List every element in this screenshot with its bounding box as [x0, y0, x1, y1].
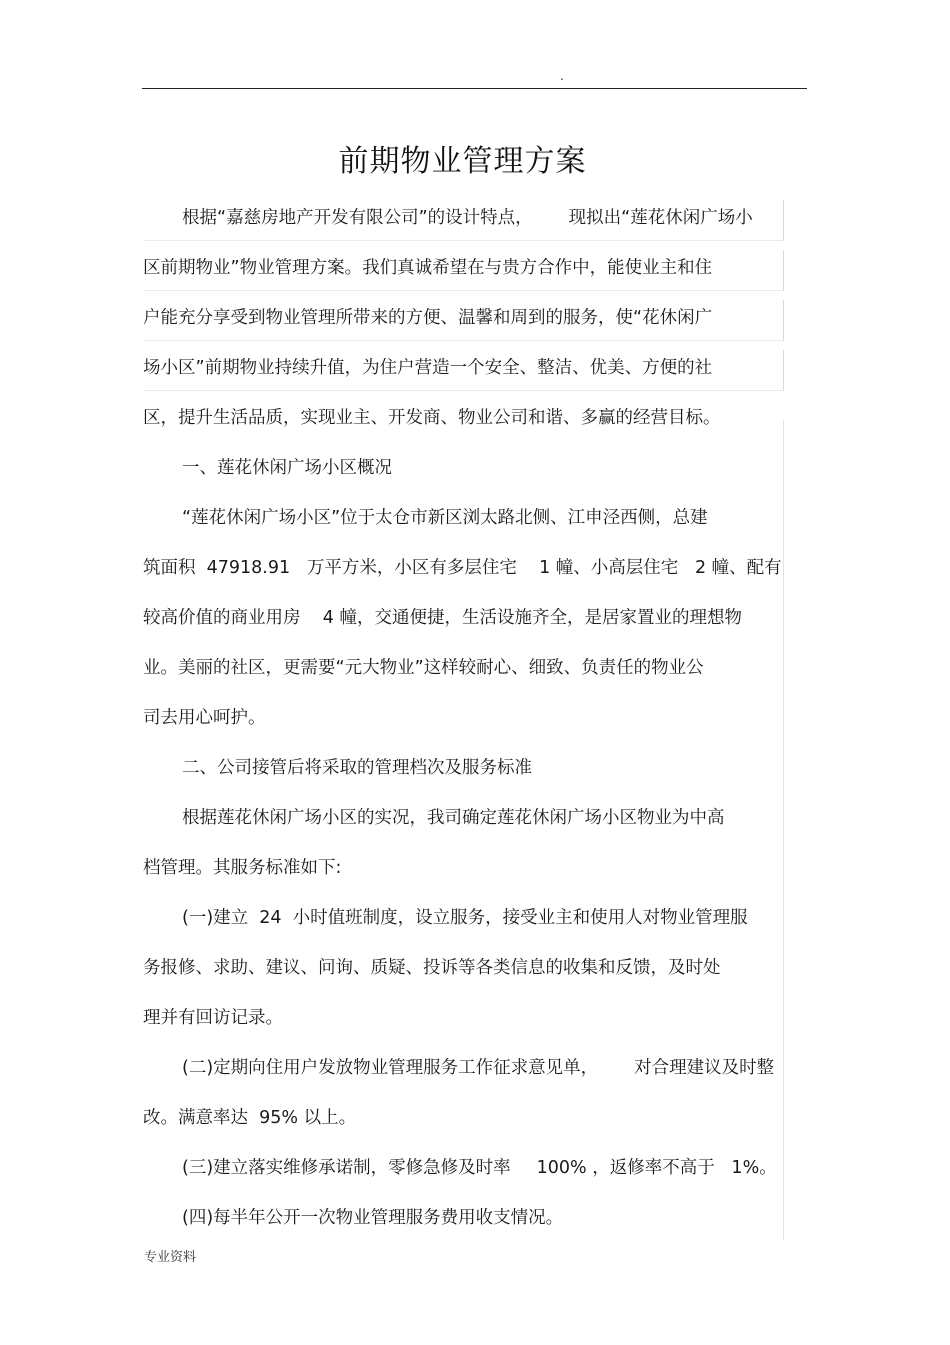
section-2-intro-line-1: 根据莲花休闲广场小区的实况，我司确定莲花休闲广场小区物业为中高 — [182, 808, 725, 828]
section-1-line-3: 较高价值的商业用房 4 幢，交通便捷，生活设施齐全，是居家置业的理想物 — [143, 608, 742, 628]
section-1-line-5: 司去用心呵护。 — [143, 708, 266, 728]
item-2-line-2: 改。满意率达 95% 以上。 — [143, 1108, 357, 1128]
section-1-line-4: 业。美丽的社区，更需要“元大物业”这样较耐心、细致、负责任的物业公 — [143, 658, 704, 678]
item-3-line-1 — [182, 1156, 777, 1180]
item-4-line-1: (四)每半年公开一次物业管理服务费用收支情况。 — [182, 1208, 564, 1228]
section-1-line-2: 筑面积 47918.91 万平方米，小区有多层住宅 1 幢、小高层住宅 2 幢、配有 — [143, 558, 782, 578]
footer-label: 专业资料 — [144, 1250, 197, 1265]
intro-line-5: 区，提升生活品质，实现业主、开发商、物业公司和谐、多赢的经营目标。 — [143, 408, 721, 428]
item-1-line-2: 务报修、求助、建议、问询、质疑、投诉等各类信息的收集和反馈，及时处 — [143, 958, 721, 978]
header-rule — [142, 88, 807, 89]
item-2-part-a: (二)定期向住用户发放物业管理服务工作征求意见单， — [182, 1058, 599, 1078]
header-dot: . — [560, 69, 564, 83]
item-3-part-b: 100% ，返修率不高于 1%。 — [536, 1158, 777, 1178]
section-2-intro-line-2: 档管理。其服务标准如下: — [143, 858, 342, 878]
intro-line-4: 场小区”前期物业持续升值，为住户营造一个安全、整洁、优美、方便的社 — [143, 358, 713, 378]
right-margin-rule — [783, 420, 784, 1240]
item-2-part-b: 对合理建议及时整 — [634, 1058, 775, 1078]
intro-line-2: 区前期物业”物业管理方案。我们真诚希望在与贵方合作中，能使业主和住 — [143, 258, 713, 278]
intro-line-1 — [182, 206, 753, 230]
intro-line-1a: 根据“嘉慈房地产开发有限公司”的设计特点， — [182, 208, 533, 228]
intro-line-1b: 现拟出“莲花休闲广场小 — [568, 208, 753, 228]
item-1-line-3: 理并有回访记录。 — [143, 1008, 283, 1028]
section-1-heading: 一、莲花休闲广场小区概况 — [182, 458, 392, 478]
section-1-line-1: “莲花休闲广场小区”位于太仓市新区浏太路北侧、江申泾西侧，总建 — [182, 508, 708, 528]
document-title: 前期物业管理方案 — [338, 144, 587, 179]
item-3-part-a: (三)建立落实维修承诺制，零修急修及时率 — [182, 1158, 511, 1178]
item-1-line-1: (一)建立 24 小时值班制度，设立服务，接受业主和使用人对物业管理服 — [182, 908, 748, 928]
item-2-line-1 — [182, 1056, 774, 1080]
intro-line-3: 户能充分享受到物业管理所带来的方便、温馨和周到的服务，使“花休闲广 — [143, 308, 713, 328]
section-2-heading: 二、公司接管后将采取的管理档次及服务标准 — [182, 758, 532, 778]
